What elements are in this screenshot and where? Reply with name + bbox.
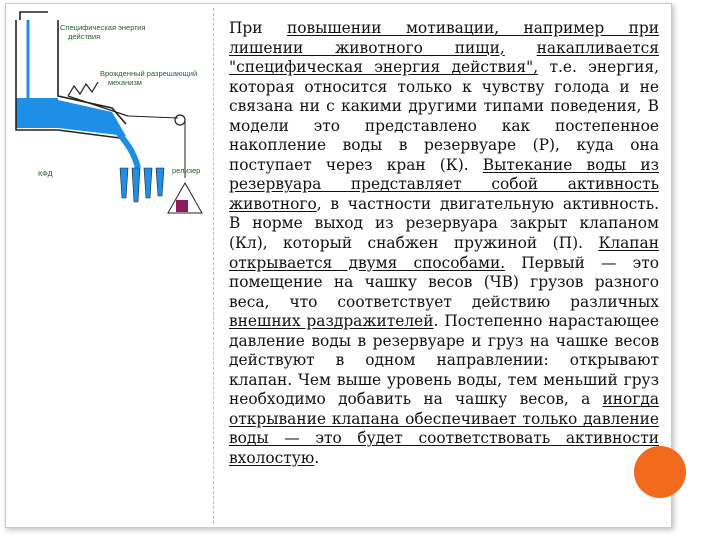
text-seg-9: Первый — это помещение на чашку весов (ЧВ) грузов разного веса, что соответствует действию различных [229, 253, 659, 311]
tap-pipe [20, 12, 48, 20]
text-seg-1: При [229, 19, 263, 37]
hydraulic-model-figure [8, 8, 213, 220]
text-seg-7: , в частности двигательную активность. В норме выход из резервуара закрыт клапаном (Кл), который снабжен пружиной (П). [229, 194, 659, 253]
text-seg-4: накапливается "специфическая энергия действия", [229, 38, 659, 77]
text-seg-11: . Постепенно нарастающее давление воды в резервуаре и груз на чашке весов действуют в одном направлении: открывают клапан. Чем выше уровень воды, тем меньший груз необходимо добавить на чашку весов, а [229, 312, 659, 409]
weight [176, 200, 188, 212]
text-seg-8: Клапан открывается двумя способами. [229, 234, 659, 272]
label-specific-energy-2: действия [68, 32, 101, 41]
text-seg-6: Вытекание воды из резервуара представляет собой активность животного [229, 155, 659, 213]
spring [68, 82, 98, 96]
text-seg-5: т.е. энергия, которая относится только к чувству голода и не связана ни с какими другими типами поведения, В модели это представлено как постепенное накопление воды в резервуаре (Р), куда она поступает через кран (К). [229, 58, 659, 174]
label-specific-energy: Специфическая энергия [60, 23, 146, 32]
label-release-mechanism-2: механизм [108, 78, 142, 87]
reservoir-water [16, 98, 58, 128]
main-paragraph [229, 19, 659, 509]
pulley [175, 115, 185, 125]
label-releaser: релизер [172, 166, 201, 175]
column-divider [213, 8, 214, 524]
decorative-circle [634, 446, 686, 498]
trough-3 [144, 168, 152, 198]
text-seg-13: . [314, 449, 320, 468]
trough-4 [156, 168, 164, 196]
trough-1 [120, 168, 128, 198]
outflow-stream [112, 126, 138, 168]
label-kfd: КФД [38, 169, 53, 178]
scale-string [128, 116, 178, 118]
text-seg-2: повышении мотивации, например при лишении животного пищи, [229, 19, 659, 57]
text-seg-10: внешних раздражителей [229, 312, 434, 331]
trough-2 [132, 168, 140, 202]
label-release-mechanism: Врожденный разрешающий [100, 69, 198, 78]
text-seg-12: иногда открывание клапана обеспечивает только давление воды — это будет соответствовать активности вхолостую [229, 390, 659, 468]
text-seg-3 [505, 39, 537, 57]
